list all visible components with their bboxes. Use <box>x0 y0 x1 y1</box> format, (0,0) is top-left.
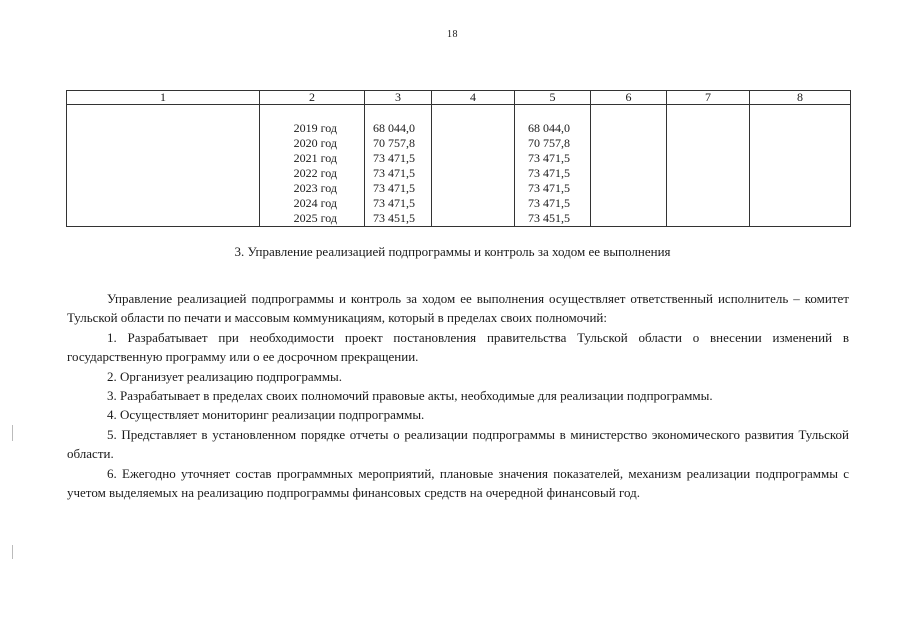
paragraph: 4. Осуществляет мониторинг реализации подпрограммы. <box>107 407 425 423</box>
year-cell: 2020 год <box>293 136 337 150</box>
amount-cell: 73 451,5 <box>373 211 415 225</box>
column-header: 5 <box>515 91 591 105</box>
year-cell: 2024 год <box>293 196 337 210</box>
year-cell: 2019 год <box>293 121 337 135</box>
amount-cell: 73 471,5 <box>528 181 570 195</box>
column-header: 8 <box>750 91 851 105</box>
year-cell: 2022 год <box>293 166 337 180</box>
amount-cell: 68 044,0 <box>528 121 570 135</box>
table-cell <box>667 105 750 227</box>
amount-cell: 73 471,5 <box>373 181 415 195</box>
amount-cell: 73 471,5 <box>528 196 570 210</box>
column-header: 1 <box>67 91 260 105</box>
paragraph: 1. Разрабатывает при необходимости проект постановления правительства Тульской области о внесении изменений в государственную программу или о ее досрочном прекращении. <box>67 329 849 365</box>
column-header: 6 <box>591 91 667 105</box>
table-header-row <box>67 91 851 105</box>
page-number: 18 <box>447 29 458 40</box>
year-column <box>260 105 365 227</box>
amount-cell: 73 471,5 <box>528 151 570 165</box>
column-header: 4 <box>432 91 515 105</box>
amount-cell: 73 471,5 <box>373 166 415 180</box>
column-header: 3 <box>365 91 432 105</box>
amount-cell: 73 451,5 <box>528 211 570 225</box>
amount-cell: 73 471,5 <box>528 166 570 180</box>
amount-cell: 73 471,5 <box>373 151 415 165</box>
paragraph: 5. Представляет в установленном порядке отчеты о реализации подпрограммы в министерство экономического развития Тульской области. <box>67 426 849 462</box>
margin-mark <box>12 545 13 559</box>
table-row <box>67 105 851 227</box>
paragraph: 3. Разрабатывает в пределах своих полномочий правовые акты, необходимые для реализации подпрограммы. <box>107 388 713 404</box>
paragraph: 6. Ежегодно уточняет состав программных мероприятий, плановые значения показателей, механизм реализации подпрограммы с учетом выделяемых на реализацию подпрограммы финансовых средств на очередной финансовый год. <box>67 465 849 501</box>
column-header: 7 <box>667 91 750 105</box>
paragraph: 2. Организует реализацию подпрограммы. <box>107 368 343 384</box>
year-cell: 2021 год <box>293 151 337 165</box>
column-header: 2 <box>260 91 365 105</box>
margin-mark <box>12 425 13 441</box>
year-cell: 2025 год <box>293 211 337 225</box>
amount-cell: 73 471,5 <box>373 196 415 210</box>
budget-table <box>66 90 851 227</box>
amount-cell: 70 757,8 <box>373 136 415 150</box>
year-cell: 2023 год <box>293 181 337 195</box>
body-text <box>67 289 849 502</box>
total-column <box>365 105 432 227</box>
paragraph: Управление реализацией подпрограммы и контроль за ходом ее выполнения осуществляет ответственный исполнитель – комитет Тульской области по печати и массовым коммуникациям, который в пределах своих полномочий: <box>67 291 849 326</box>
table-cell <box>750 105 851 227</box>
amount-cell: 70 757,8 <box>528 136 570 150</box>
table-cell <box>591 105 667 227</box>
regional-budget-column <box>515 105 591 227</box>
amount-cell: 68 044,0 <box>373 121 415 135</box>
section-title: 3. Управление реализацией подпрограммы и контроль за ходом ее выполнения <box>234 244 671 259</box>
table-cell <box>67 105 260 227</box>
table-cell <box>432 105 515 227</box>
